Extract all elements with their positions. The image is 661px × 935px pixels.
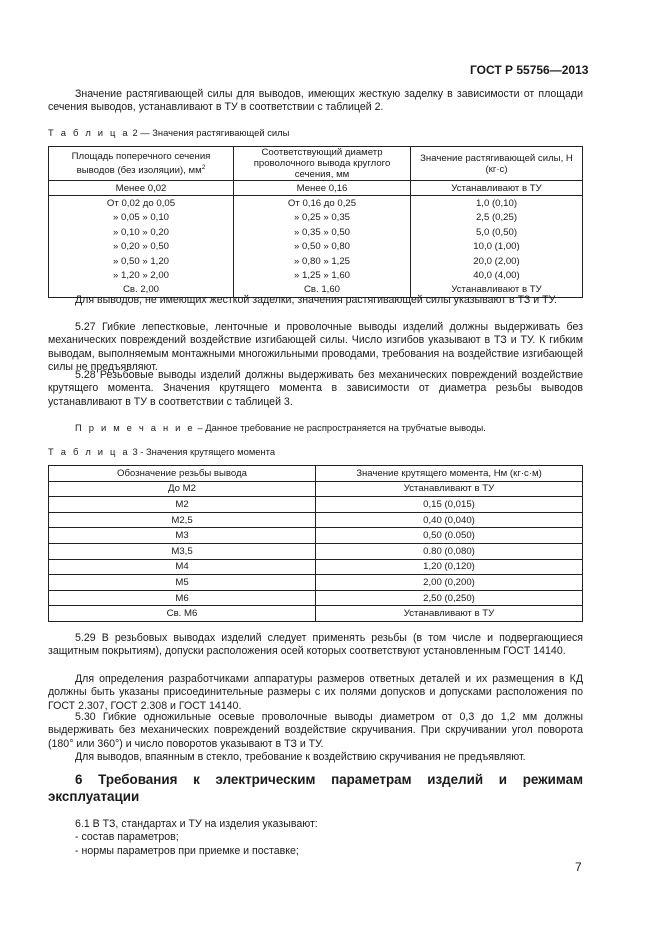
table-cell: От 0,02 до 0,05: [49, 196, 234, 211]
table-row: [49, 240, 583, 254]
note: П р и м е ч а н и е – Данное требование не распространяется на трубчатые выводы.: [75, 422, 486, 433]
table-cell: » 0,20 » 0,50: [49, 240, 234, 254]
table-cell: Устанавливают в ТУ: [316, 481, 583, 497]
table2-caption: Т а б л и ц а 2 — Значения растягивающей силы: [48, 127, 290, 138]
table-cell: » 0,05 » 0,10: [49, 211, 234, 225]
table-cell: Менее 0,02: [49, 181, 234, 196]
table-cell: » 0,80 » 1,25: [234, 254, 411, 268]
clause-5-27: 5.27 Гибкие лепестковые, ленточные и проволочные выводы изделий должны выдерживать без механических повреждений воздействие изгибающей силы. Число изгибов указывают в ТЗ и ТУ. К гибким выводам, выполняемым монтажными многожильными проводами, требования на воздействие изгибающей силы не предъявляют.: [48, 321, 583, 374]
table-cell: Устанавливают в ТУ: [411, 283, 583, 298]
table-row: [49, 528, 583, 544]
clause-5-28: 5.28 Резьбовые выводы изделий должны выдерживать без механических повреждений воздействие крутящего момента. Значения крутящего момента в зависимости от диаметра резьбы выводов устанавливают в ТУ в соответствии с таблицей 3.: [48, 369, 583, 408]
standard-designation: ГОСТ Р 55756—2013: [470, 63, 589, 77]
clause-5-30: 5.30 Гибкие одножильные осевые проволочные выводы диаметром от 0,3 до 1,2 мм должны выдерживать без механических повреждений воздействие скручивания. При скручивании угол поворота (180° или 360°) и число поворотов указывают в ТЗ и ТУ.: [48, 711, 583, 750]
table-row: [49, 481, 583, 497]
table-cell: Св. 1,60: [234, 283, 411, 298]
table-row: [49, 181, 583, 196]
table-row: [49, 512, 583, 528]
table-cell: Устанавливают в ТУ: [411, 181, 583, 196]
kd-paragraph: Для определения разработчиками аппаратуры размеров ответных деталей и их размещения в КД должны быть указаны присоединительные размеры с их полями допусков и допусками расположения по ГОСТ 2.307, ГОСТ 2.308 и ГОСТ 14140.: [48, 673, 583, 712]
table-cell: 1,20 (0,120): [316, 559, 583, 575]
table-cell: 2,50 (0,250): [316, 590, 583, 606]
tensile-force-table: [48, 146, 583, 298]
table-cell: » 1,25 » 1,60: [234, 268, 411, 282]
table-cell: 2,00 (0,200): [316, 575, 583, 591]
table-cell: От 0,16 до 0,25: [234, 196, 411, 211]
table-cell: 40,0 (4,00): [411, 268, 583, 282]
table-cell: М3,5: [49, 543, 316, 559]
table-cell: 0,15 (0,015): [316, 497, 583, 513]
intro-text: Значение растягивающей силы для выводов, имеющих жесткую заделку в зависимости от площади сечения выводов, устанавливают в ТУ в соответствии с таблицей 2.: [48, 88, 583, 114]
table-cell: 0,50 (0.050): [316, 528, 583, 544]
table-row: [49, 575, 583, 591]
table-row: [49, 196, 583, 211]
torque-table: [48, 465, 583, 622]
table-cell: Устанавливают в ТУ: [316, 606, 583, 622]
t2-header-diameter: Соответствующий диаметр проволочного вывода круглого сечения, мм: [234, 147, 411, 181]
table-cell: 5,0 (0,50): [411, 225, 583, 239]
table-cell: » 1,20 » 2,00: [49, 268, 234, 282]
table-cell: М2: [49, 497, 316, 513]
table-row: [49, 211, 583, 225]
table-row: [49, 543, 583, 559]
table-cell: Св. М6: [49, 606, 316, 622]
no-seal-paragraph: Для выводов, не имеющих жесткой заделки, значения растягивающей силы указывают в ТЗ и ТУ.: [75, 294, 557, 306]
clause-5-29: 5.29 В резьбовых выводах изделий следует применять резьбы (в том числе и подвергающиеся защитным покрытиям), допуски расположения осей которых соответствуют установленным ГОСТ 14140.: [48, 632, 583, 658]
table-row: [49, 225, 583, 239]
table-row: [49, 254, 583, 268]
table-cell: 20,0 (2,00): [411, 254, 583, 268]
table-cell: М5: [49, 575, 316, 591]
table-row: [49, 559, 583, 575]
table-row: [49, 606, 583, 622]
t2-header-area: Площадь поперечного сечения выводов (без изоляции), $мм^2$: [49, 147, 234, 181]
table-cell: До М2: [49, 481, 316, 497]
t3-header-thread: Обозначение резьбы вывода: [49, 466, 316, 482]
table-cell: 10,0 (1,00): [411, 240, 583, 254]
table-row: [49, 590, 583, 606]
section-6-heading: 6 Требования к электрическим параметрам изделий и режимам эксплуатации: [48, 772, 583, 804]
table-cell: М3: [49, 528, 316, 544]
glass-paragraph: Для выводов, впаянным в стекло, требование к воздействию скручивания не предъявляют.: [75, 751, 526, 763]
t3-header-torque: Значение крутящего момента, Нм (кг·с·м): [316, 466, 583, 482]
table-cell: » 0,10 » 0,20: [49, 225, 234, 239]
clause-6-1: 6.1 В ТЗ, стандартах и ТУ на изделия указывают:: [75, 818, 318, 830]
table-cell: » 0,50 » 1,20: [49, 254, 234, 268]
list-item: - состав параметров;: [75, 831, 179, 843]
table-cell: Менее 0,16: [234, 181, 411, 196]
table-cell: Св. 2,00: [49, 283, 234, 298]
table-cell: 0,40 (0,040): [316, 512, 583, 528]
table-cell: 0.80 (0,080): [316, 543, 583, 559]
intro-paragraph: [48, 88, 583, 115]
table-row: [49, 268, 583, 282]
table-cell: 1,0 (0,10): [411, 196, 583, 211]
table-cell: 2,5 (0,25): [411, 211, 583, 225]
table-cell: » 0,25 » 0,35: [234, 211, 411, 225]
table-row: [49, 497, 583, 513]
table-cell: М2,5: [49, 512, 316, 528]
page-number: 7: [575, 860, 582, 874]
table3-caption: Т а б л и ц а 3 - Значения крутящего момента: [48, 446, 276, 457]
table-cell: М6: [49, 590, 316, 606]
list-item: - нормы параметров при приемке и поставке;: [75, 845, 299, 857]
table-cell: М4: [49, 559, 316, 575]
t2-header-force: Значение растягивающей силы, Н (кг·с): [411, 147, 583, 181]
table-cell: » 0,35 » 0,50: [234, 225, 411, 239]
table-cell: » 0,50 » 0,80: [234, 240, 411, 254]
